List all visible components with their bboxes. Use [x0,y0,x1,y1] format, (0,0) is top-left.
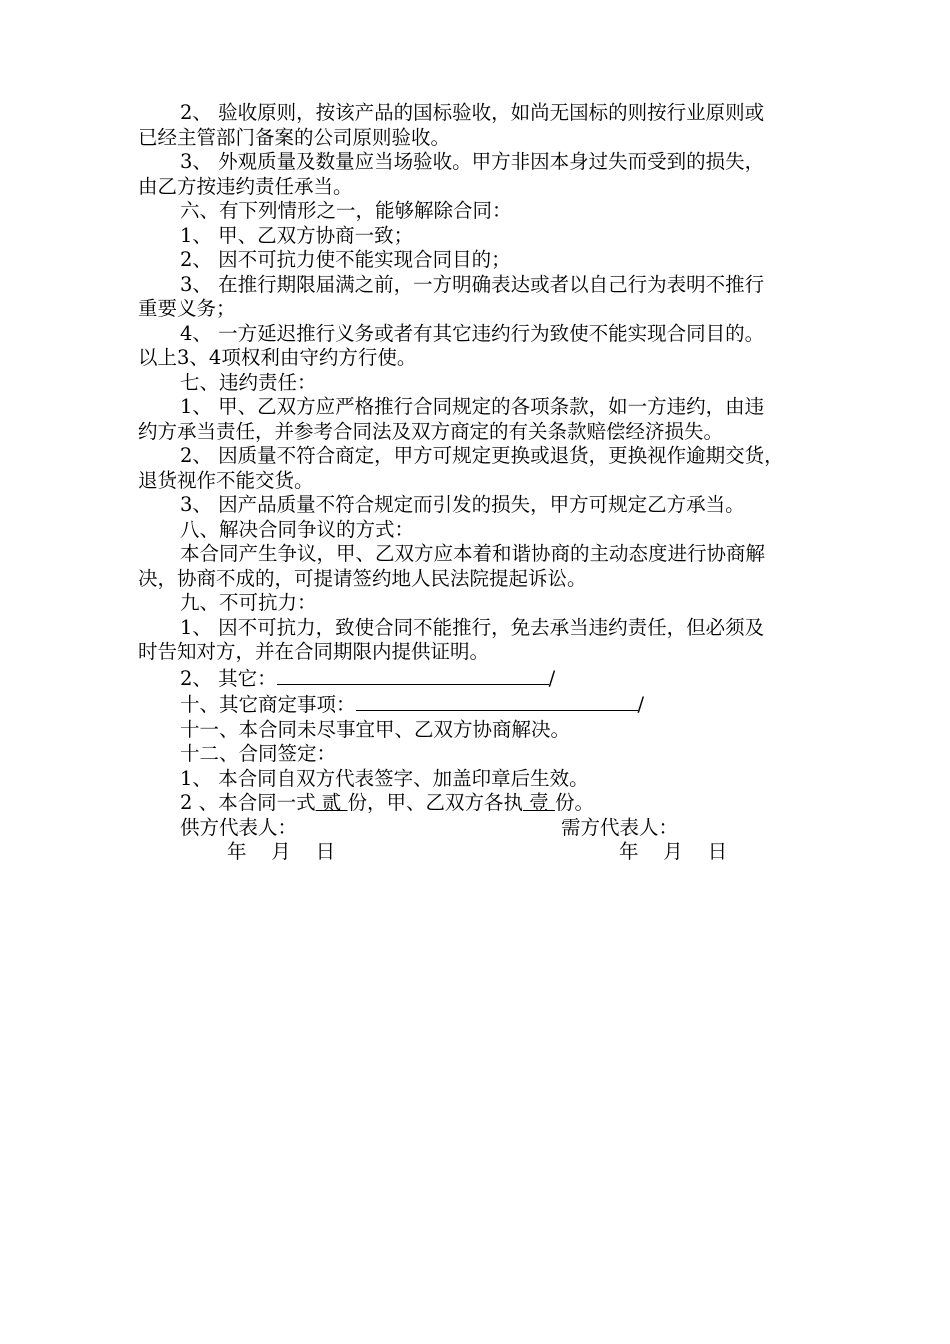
clause-line: 退货视作不能交货。 [138,468,314,492]
copies-line [138,791,860,816]
section-heading: 九、不可抗力： [180,591,317,614]
clause-line: 2、 验收原则，按该产品的国标验收，如尚无国标的则按行业原则或 [180,101,765,124]
clause-line: 1、 本合同自双方代表签字、加盖印章后生效。 [180,766,589,790]
contract-body [138,101,860,865]
clause-line: 2、 因不可抗力使不能实现合同目的； [180,248,511,271]
clause-line: 约方承当责任，并参考合同法及双方商定的有关条款赔偿经济损失。 [138,419,724,443]
clause-line: 时告知对方，并在合同期限内提供证明。 [138,640,490,663]
section-heading: 八、解决合同争议的方式： [180,517,415,541]
clause-line: 1、 甲、乙双方应严格推行合同规定的各项条款，如一方违约，由违 [180,395,765,418]
section-heading: 十一、本合同未尽事宜甲、乙双方协商解决。 [180,717,571,741]
copies-count: 贰 [315,791,348,814]
clause-line: 1、 甲、乙双方协商一致； [180,223,414,247]
section-heading: 六、有下列情形之一，能够解除合同： [180,199,512,222]
other-terms-blank [277,665,549,685]
clause-line: 已经主管部门备案的公司原则验收。 [138,125,451,149]
other-agreements-blank [356,691,638,711]
other-terms-label: 2、 其它： [180,666,277,690]
copies-each: 壹 [523,791,555,814]
clause-line: 4、 一方延迟推行义务或者有其它违约行为致使不能实现合同目的。 [180,321,765,345]
clause-line: 3、 在推行期限届满之前，一方明确表达或者以自己行为表明不推行 [180,272,765,296]
clause-line: 以上3、4项权利由守约方行使。 [138,346,417,369]
copies-text: 份。 [554,791,594,814]
clause-line: 1、 因不可抗力，致使合同不能推行，免去承当违约责任，但必须及 [180,615,765,639]
clause-line: 本合同产生争议，甲、乙双方应本着和谐协商的主动态度进行协商解 [180,542,766,565]
clause-line: 2、 因质量不符合商定，甲方可规定更换或退货，更换视作逾期交货， [180,444,784,467]
date-row [138,840,860,865]
buyer-representative-label: 需方代表人： [561,815,679,839]
signature-row [138,816,860,841]
supplier-date: 年 月 日 [227,840,336,863]
other-terms-line [138,665,860,692]
section-heading: 十二、合同签定： [180,742,337,765]
section-heading: 七、违约责任： [180,370,317,394]
other-agreements-label: 十、其它商定事项： [180,693,356,716]
clause-line: 3、 外观质量及数量应当场验收。甲方非因本身过失而受到的损失， [180,150,765,173]
clause-line: 由乙方按违约责任承当。 [138,174,353,198]
clause-line: 3、 因产品质量不符合规定而引发的损失，甲方可规定乙方承当。 [180,493,745,516]
clause-line: 决，协商不成的，可提请签约地人民法院提起诉讼。 [138,566,587,590]
clause-line: 重要义务； [138,297,236,320]
other-agreements-slash: / [637,693,645,716]
supplier-representative-label: 供方代表人： [180,815,298,839]
buyer-date: 年 月 日 [619,840,728,863]
copies-text: 2 、本合同一式 [180,791,316,814]
copies-text: 份，甲、乙双方各执 [347,791,524,814]
other-terms-slash: / [548,666,556,690]
other-agreements-line [138,691,860,718]
